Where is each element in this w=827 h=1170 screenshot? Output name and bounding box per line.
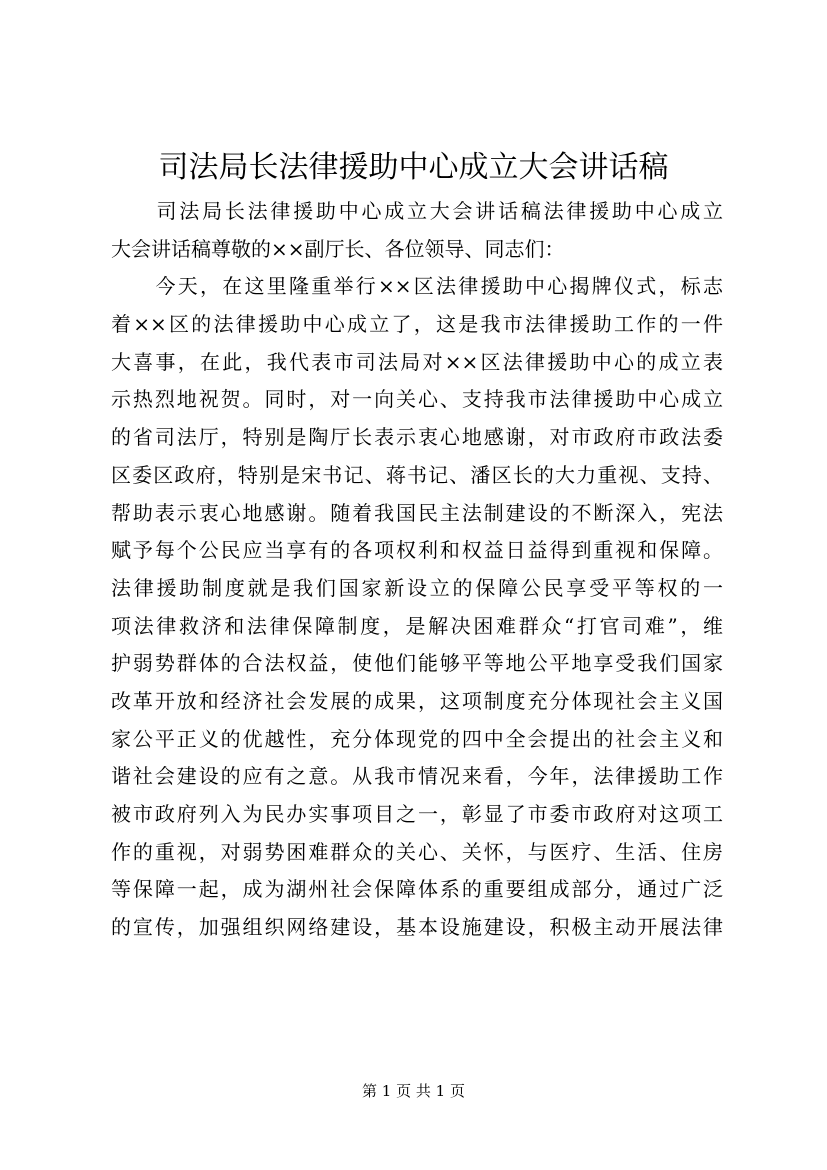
body-line: 作的重视，对弱势困难群众的关心、关怀，与医疗、生活、住房 (111, 839, 723, 864)
body-line: 着××区的法律援助中心成立了，这是我市法律援助工作的一件 (111, 312, 723, 337)
document-body (111, 193, 723, 947)
body-line: 大喜事，在此，我代表市司法局对××区法律援助中心的成立表 (111, 349, 723, 374)
body-line: 谐社会建设的应有之意。从我市情况来看，今年，法律援助工作 (111, 764, 723, 789)
body-line: 的宣传，加强组织网络建设，基本设施建设，积极主动开展法律 (111, 915, 723, 940)
body-line: 区委区政府，特别是宋书记、蒋书记、潘区长的大力重视、支持、 (111, 462, 723, 487)
page-footer: 第 1 页 共 1 页 (362, 1082, 465, 1100)
body-line: 项法律救济和法律保障制度，是解决困难群众“打官司难”，维 (111, 613, 723, 638)
body-line: 被市政府列入为民办实事项目之一，彰显了市委市政府对这项工 (111, 802, 723, 826)
body-line: 法律援助制度就是我们国家新设立的保障公民享受平等权的一 (111, 575, 723, 600)
body-line: 改革开放和经济社会发展的成果，这项制度充分体现社会主义国 (111, 688, 723, 713)
body-line: 等保障一起，成为湖州社会保障体系的重要组成部分，通过广泛 (111, 877, 723, 902)
document-title: 司法局长法律援助中心成立大会讲话稿 (158, 150, 669, 185)
body-line: 赋予每个公民应当享有的各项权利和权益日益得到重视和保障。 (111, 538, 723, 563)
body-line: 家公平正义的优越性，充分体现党的四中全会提出的社会主义和 (111, 726, 723, 751)
body-line: 的省司法厅，特别是陶厅长表示衷心地感谢，对市政府市政法委 (111, 425, 723, 450)
body-line: 今天，在这里隆重举行××区法律援助中心揭牌仪式，标志 (111, 274, 723, 299)
body-line: 帮助表示衷心地感谢。随着我国民主法制建设的不断深入，宪法 (111, 500, 723, 525)
body-line: 司法局长法律援助中心成立大会讲话稿法律援助中心成立 (111, 199, 723, 223)
body-line: 示热烈地祝贺。同时，对一向关心、支持我市法律援助中心成立 (111, 387, 723, 412)
body-line: 护弱势群体的合法权益，使他们能够平等地公平地享受我们国家 (111, 651, 723, 676)
body-line: 大会讲话稿尊敬的××副厅长、各位领导、同志们： (111, 236, 565, 261)
